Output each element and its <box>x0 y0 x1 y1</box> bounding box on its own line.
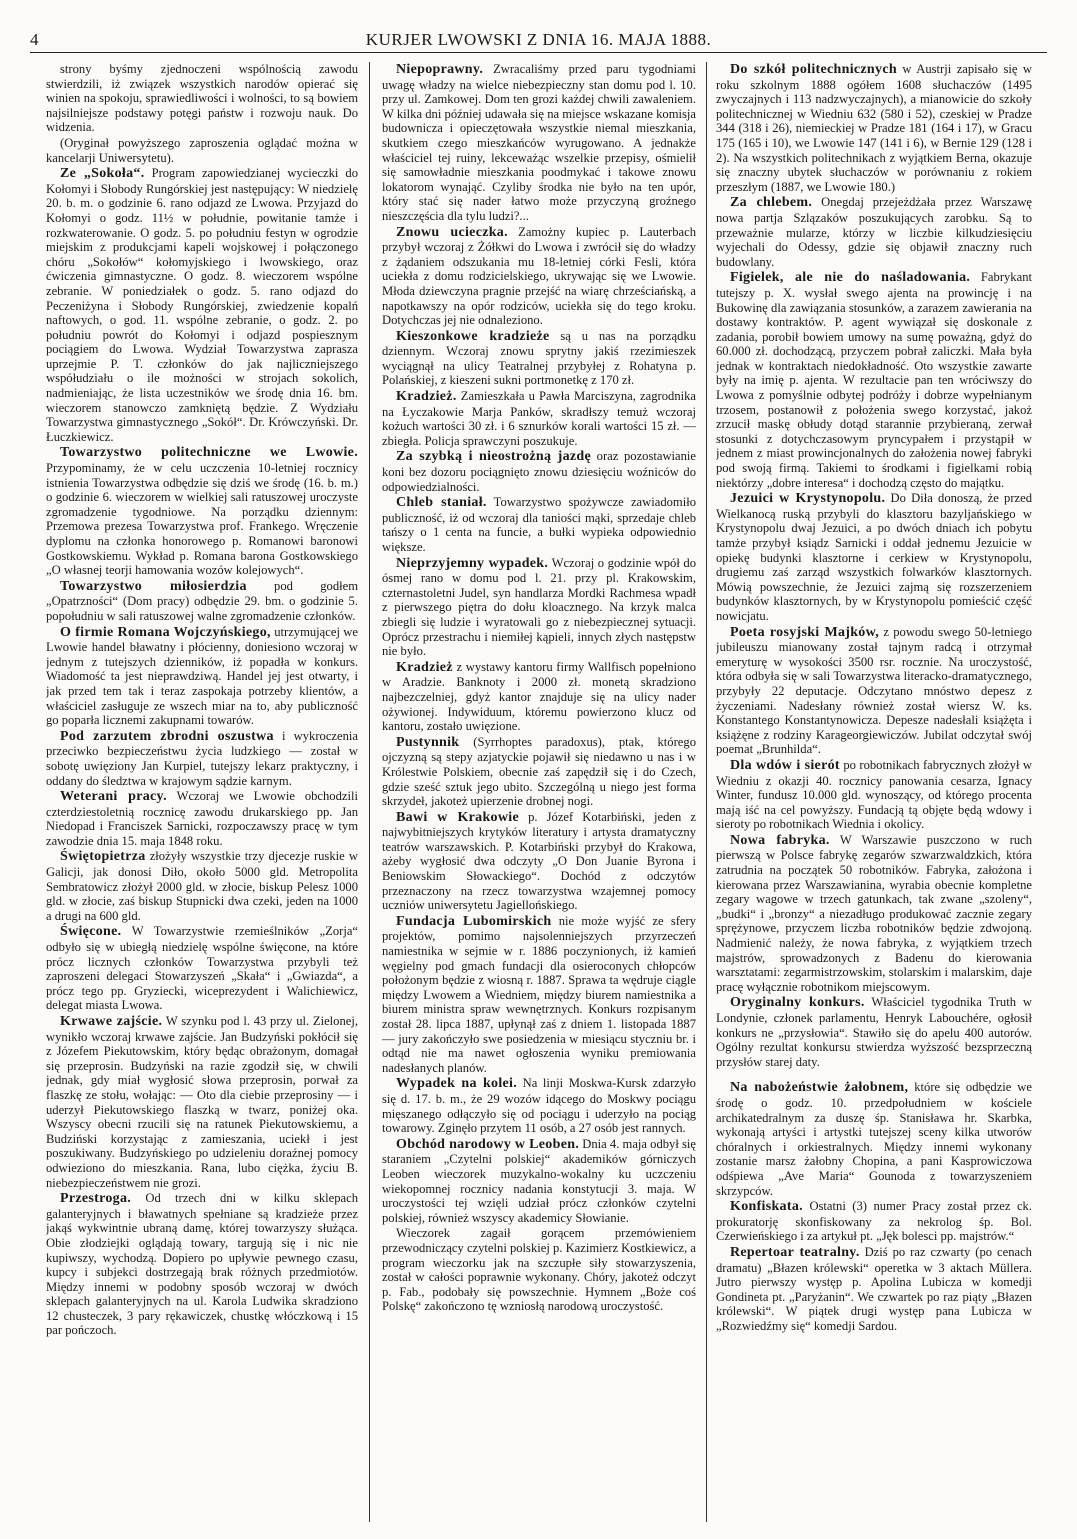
article-headline: Towarzystwo politechniczne we Lwowie. <box>60 445 358 461</box>
article-headline: Nowa fabryka. <box>730 832 830 848</box>
article-body: są u nas na porządku dziennym. Wczoraj znowu sprytny jakiś rzezimieszek wyciągnął na ulicy Teatralnej przybyłej z Rohatyna p. Polańskiej, z kieszeni sukni portmonetkę z 170 zł. <box>382 328 696 388</box>
article-body: Wczoraj we Lwowie obchodzili czterdziestoletnią rocznicę zawodu drukarskiego pp. Jan Niedopad i Franciszek Sarnicki, rozpoczawszy pracę w tym zawodzie dnia 15. maja 1848 roku. <box>46 789 358 848</box>
article-body: z wystawy kantoru firmy Wallfisch popełniono w Aradzie. Banknoty i 2000 zł. monetą skradziono najbezczelniej, gdyż kantor znajduje się na ulicy nader ożywionej. Indywiduum, któremu powierzono klucz od kantoru, zostało uwięzione. <box>382 659 696 734</box>
article-headline: Do szkół politechnicznych <box>730 62 897 77</box>
article <box>716 491 1032 623</box>
article-body: Od trzech dni w kilku sklepach galanteryjnych i bławatnych spełniane są kradzieże przez jakąś wykwintnie ubraną damę, której towarzyszy służąca. Obie złodziejki oglądają towary, targują się i nic nie kupiwszy, wychodzą. Dopiero po upływie pewnego czasu, kupcy i subjekci dostrzegają brak różnych przedmiotów. Między innemi w podobny sposób wczoraj w dwóch sklepach galanteryjnych na ul. Karola Ludwika skradziono 12 chusteczek, 3 pary rękawiczek, chustkę włóczkową i 15 par pończoch. <box>46 1191 358 1338</box>
article-body: utrzymującej we Lwowie handel bławatny i płócienny, doniesiono wczoraj w jednym z tutejszych dzienników, iż popadła w konkurs. Wiadomość ta jest nieprawdziwą. Handel jej jest otwarty, i jak przed tem tak i teraz zaspokaja potrzeby klientów, a właściciel zasługuje ze wszech miar na to, aby publiczność go poparła licznemi zakupnami towarów. <box>46 624 358 728</box>
article-body: Wieczorek zagaił gorącem przemówieniem przewodniczący czytelni polskiej p. Kazimierz Kostkiewicz, a program wieczorku jak na szczupłe siły stowarzyszenia, został w całości poprawnie wykonany. Chóry, jakoteż odczyt p. Fab., podobały się powszechnie. Hymnem „Boże coś Polskę“ zakończono tę wzniosłą narodową uroczystość. <box>382 1226 696 1314</box>
article <box>382 62 696 224</box>
article-headline: Za szybką i nieostrożną jazdę <box>396 449 591 465</box>
article <box>382 660 696 734</box>
article-body: nie może wyjść ze sfery projektów, pomimo najsolenniejszych przyrzeczeń namiestnika w sejmie w r. 1886 poczynionych, iż kamień węgielny pod gmach fundacji dla osieroconych chłopców położonym będzie z wiosną r. 1887. Sprawa ta wędruje ciągle między Lwowem a Wiedniem, między biurem namiestnika a biurem ministra spraw wewnętrznych. Konkurs rozpisanym został 28. lipca 1887, upłynął zaś z dniem 1. listopada 1887 — jury zakończyło swe posiedzenia w miesiącu styczniu br. i odtąd nie ma nawet ogłoszenia wyniku premiowania nadesłanych planów. <box>382 913 696 1075</box>
article-headline: Weterani pracy. <box>60 789 167 805</box>
article <box>46 625 358 728</box>
article-body: Na linji Moskwa-Kursk zdarzyło się d. 17. b. m., że 29 wozów idącego do Moskwy pociągu mięszanego odłączyło się od pociągu i uderzyło na pociąg towarowy. Zginęło przytem 11 osób, a 27 osób jest rannych. <box>382 1076 696 1136</box>
article-body: złożyły wszystkie trzy djecezje ruskie w Galicji, jak donosi Diło, około 5000 gld. Metropolita Sembratowicz złożył 2000 gld. w złocie, biskup Pelesz 1000 gld. w złocie, zaś biskup Stupnicki dwa czeki, jeden na 1000 a drugi na 600 gld. <box>46 849 358 923</box>
article-body: Ostatni (3) numer Pracy został przez ck. prokuratorję skonfiskowany za nekrolog śp. Bol. Czerwieńskiego i za artykuł pt. „Jęk bolesci pp. majstrów.“ <box>716 1199 1032 1244</box>
article-body: w Austrji zapisało się w roku szkolnym 1888 ogółem 1608 słuchaczów (1495 zwyczajnych i 113 nadzwyczajnych), a mianowicie do szkoły politechnicznej w Wiedniu 632 (580 i 52), czeskiej w Pradze 344 (318 i 26), niemieckiej w Pradze 181 (164 i 17), w Gracu 175 (165 i 10), we Lwowie 147 (141 i 6), w Bernie 129 (128 i 2). Na wszystkich politechnikach z wyjątkiem Berna, okazuje się znaczny ubytek słuchaczów w porównaniu z rokiem przeszłym (1887, we Lwowie 180.) <box>716 62 1032 194</box>
article <box>382 225 696 328</box>
article <box>46 849 358 923</box>
article <box>716 195 1032 269</box>
column-divider <box>369 62 370 1522</box>
article-headline: Za chlebem. <box>730 195 813 211</box>
article-body: po robotnikach fabrycznych złożył w Wiedniu z okazji 40. rocznicy panowania cesarza, Ignacy Winter, fundusz 10.000 gld. wynoszący, od którego procenta mają iść na cel powyższy. Fundacją tą objęte będą wdowy i sieroty po robotnikach Wiednia i okolicy. <box>716 757 1032 832</box>
article-headline: Poeta rosyjski Majków, <box>730 624 880 640</box>
article <box>716 270 1032 490</box>
article <box>46 579 358 624</box>
article-headline: Pod zarzutem zbrodni oszustwa <box>60 728 274 744</box>
article-headline: Ze „Sokoła“. <box>60 166 145 182</box>
article <box>382 329 696 388</box>
article <box>46 166 358 444</box>
article <box>46 445 358 577</box>
article-headline: Figielek, ale nie do naśladowania. <box>730 270 971 286</box>
article <box>716 1199 1032 1244</box>
article-headline: Na nabożeństwie żałobnem, <box>730 1080 909 1096</box>
section-gap <box>716 1070 1032 1080</box>
column-divider <box>706 62 707 1522</box>
article-body: (Oryginał powyższego zaproszenia oglądać można w kancelarji Uniwersytetu). <box>46 135 358 165</box>
article-body: Zwracaliśmy przed paru tygodniami uwagę władzy na wielce niebezpieczny stan domu pod l. 10. przy ul. Zamkowej. Dom ten grozi każdej chwili zawaleniem. W kilka dni później udawała się na miejsce wskazane komisja budownicza i opieczętowała wszystkie niemal mieszkania, skutkiem czego mieszkańców wyrugowano. A jednakże właściciel tej ruiny, lekceważąc wszelkie przepisy, ośmielił się samowładnie mieszkania poodmykać i takowe znowu lokatorom wynająć. Czyliby środka nie było na ten upór, który stać się nader łatwo może przyczyną groźnego nieszczęścia dla tylu ludzi?... <box>382 62 696 223</box>
column-1 <box>46 62 358 1522</box>
article <box>46 1191 358 1338</box>
article <box>46 789 358 848</box>
article-headline: Kradzież. <box>396 389 457 405</box>
article <box>716 1245 1032 1334</box>
article-body: W Towarzystwie rzemieślników „Zorja“ odbyło się w ubiegłą niedzielę wspólne święcone, na które prócz licznych członków Towarzystwa przybyli też zaproszeni delegaci Stowarzyszeń „Skała“ i „Gwiazda“, a prócz tego pp. Gryziecki, wiceprezydent i Walichiewicz, delegat miasta Lwowa. <box>46 924 358 1013</box>
article-body: Zamożny kupiec p. Lauterbach przybył wczoraj z Żółkwi do Lwowa i zwrócił się do władzy z żądaniem odszukania mu 18-letniej córki Fesli, która uciekła z domu rodzicielskiego, ukrywając się we Lwowie. Młoda dziewczyna pragnie przejść na wiarę chrześciańską, a napotkawszy na opór rodziców, uciekła się do tego kroku. Dotychczas jej nie odnaleziono. <box>382 224 696 328</box>
article <box>46 1014 358 1190</box>
article-body: z powodu swego 50-letniego jubileuszu mianowany został tajnym radcą i otrzymał emeryturę w wysokości 3500 rsr. rocznie. Na uroczystość, która odbyła się w sali Towarzystwa literacko-dramatycznego, przybyły 22 deputacje. Odczytano mnóstwo depesz z życzeniami. Nadesłany również został wiersz W. ks. Konstantego Konstantynowicza. Depesze nadesłali książęta i książęne z rodziny Karageorgiewiczów. Jubilat odczytał swój poemat „Brunhilda“. <box>716 624 1032 757</box>
column-3 <box>716 62 1032 1522</box>
article <box>382 495 696 554</box>
article-headline: Świętopietrza <box>60 849 146 865</box>
page-header <box>30 28 1047 53</box>
article <box>382 556 696 659</box>
article-headline: Towarzystwo miłosierdzia <box>60 578 247 594</box>
article <box>716 62 1032 194</box>
article-body: Onegdaj przejeżdżała przez Warszawę nowa partja Szlązaków poszukujących zarobku. Są to przeważnie mularze, którzy w liczbie kilkudziesięciu wyjechali do Odessy, gdzie się objawił znaczny ruch budowlany. <box>716 195 1032 269</box>
article-body: Wczoraj o godzinie wpół do ósmej rano w domu pod l. 21. przy pl. Krakowskim, czternastoletni Judel, syn handlarza Mordki Rachmesa wpadł z pierwszego piętra do dołu kloacznego. Na krzyk malca zbiegli się ludzie i wyratowali go z niebezpiecznej sytuacji. Oprócz przestrachu i niemiłej kąpieli, innych złych następstw nie było. <box>382 555 696 659</box>
article-headline: Fundacja Lubomirskich <box>396 913 552 929</box>
article-body: oraz pozostawianie koni bez dozoru pociągnięto znowu dziesięciu woźniców do odpowiedzialności. <box>382 449 696 494</box>
article <box>382 449 696 494</box>
article <box>382 389 696 448</box>
article-body: pod godłem „Opatrzności“ (Dom pracy) odbędzie 29. bm. o godzinie 5. popołudniu w sali ratuszowej walne zgromadzenie członków. <box>46 578 358 623</box>
article <box>716 833 1032 995</box>
article <box>382 1137 696 1226</box>
article-headline: Repertoar teatralny. <box>730 1244 860 1260</box>
article-headline: Dla wdów i sierót <box>730 757 840 773</box>
article-body: które się odbędzie we środę o godz. 10. przedpołudniem w kościele archikatedralnym za duszę śp. Stanisława hr. Skarbka, wykonają artyści i artystki tutejszej sceny kilka utworów chóralnych i orkiestralnych. Między innemi wykonany zostanie marsz żałobny Chopina, a pani Kasprowiczowa odśpiewa „Ave Maria“ Gounoda z towarzyszeniem skrzypców. <box>716 1080 1032 1198</box>
article-headline: Jezuici w Krystynopolu. <box>730 491 886 507</box>
article-body: strony byśmy zjednoczeni wspólnością zawodu stwierdzili, iż związek wszystkich narodów opierać się winien na spokoju, sprawiedliwości i wolności, to są bowiem najsilniejsze podstawy potęgi państw i rozwoju nauk. Do widzenia. <box>46 62 358 135</box>
article-body: Program zapowiedzianej wycieczki do Kołomyi i Słobody Rungórskiej jest następujący: W niedzielę 20. b. m. o godzinie 6. rano odjazd ze Lwowa. Przyjazd do Kołomyi o godz. 11½ w południe, powitanie tamże i rozkwaterowanie. O godz. 5. po południu festyn w ogrodzie miejskim z produkcjami kapeli wojskowej i połączonego chóru „Sokołów“ kołomyjskiego i lwowskiego, oraz ćwiczenia gimnastyczne. O godz. 8. wieczorem wspólne zebranie. W poniedziałek o godz. 5. rano odjazd do Peczeniżyna i Słobody Rungórskiej, zwiedzenie kopalń naftowych, o god. 11. wspólne zebranie, o godz. 2. po południu powrót do Kołomyi i odjazd pospiesznym pociągiem do Lwowa. Wydział Towarzystwa zaprasza uprzejmie P. T. członków do jak najliczniejszego współudziału o ile możności w strojach sokolich, nadmieniając, że lista uczestników we środę dnia 16. bm. wieczorem stanowczo zamkniętą będzie. Z Wydziału Towarzystwa gimnastycznego „Sokół“. Dr. Krówczyński. Dr. Łuczkiewicz. <box>46 166 358 444</box>
article-headline: Nieprzyjemny wypadek. <box>396 555 549 571</box>
masthead-title: KURJER LWOWSKI Z DNIA 16. MAJA 1888. <box>365 30 712 49</box>
article-body: Fabrykant tutejszy p. X. wysłał swego ajenta na prowincję i na Bukowinę dla zawiązania stosunków, a zarazem zawierania na dostawy kontraktów. P. agent wywiązał się doskonale z zadania, porobił bowiem umowy na sumę poważną, gdyż do 60.000 zł. dochodzącą, przyczem pobrał zaliczki. Mała była jednak w kontraktach niedokładność. Oto wszystkie zawarte były na imię p. ajenta. W rezultacie pan ten wróciwszy do Lwowa z pomyślnie odbytej podróży i dobrze wypełnianym trzosem, postanowił z położenia swego korzystać, jakoż zrzucił maskę obłudy dotąd starannie przybieraną, zerwał stosunki z dotychczasowym pryncypałem i przystąpił w jednem z miast prowincjonalnych do założenia nowej fabryki pod swoją firmą. Takiemi to środkami i figielkami robią niektórzy „dobre interesa“ i dochodzą często do majątku. <box>716 270 1032 490</box>
article <box>46 729 358 788</box>
article <box>716 995 1032 1069</box>
article-headline: Pustynnik <box>396 734 460 750</box>
article <box>716 625 1032 757</box>
article <box>382 1076 696 1135</box>
article <box>382 1226 696 1314</box>
article-headline: Znowu ucieczka. <box>396 224 508 240</box>
article <box>46 924 358 1013</box>
article-body: Towarzystwo spożywcze zawiadomiło publiczność, iż od wczoraj dla taniości mąki, sprzedaje chleb tańszy o 1 centa na funcie, a bułki wypieka odpowiednio większe. <box>382 495 696 554</box>
article-headline: Oryginalny konkurs. <box>730 995 865 1011</box>
article <box>382 914 696 1076</box>
article-headline: O firmie Romana Wojczyńskiego, <box>60 624 271 640</box>
column-2 <box>382 62 696 1522</box>
article-headline: Obchód narodowy w Leoben. <box>396 1136 580 1152</box>
article-body: Do Diła donoszą, że przed Wielkanocą ruską przybyli do klasztoru bazyljańskiego w Krystynopolu dwaj Jezuici, a po dwóch dniach ich pobytu tamże przybył ksiądz Sarnicki i oddał jednemu Jezuicie w opiekę budynki klasztorne i cerkiew w Krystynopolu, drugiemu zaś zarząd wszystkich folwarków klasztornych. Mówią powszechnie, że Jezuici zajmą się rozszerzeniem budynków klasztornych, by w Krystynopolu pomieścić część nowicjatu. <box>716 491 1032 623</box>
article-headline: Bawi w Krakowie <box>396 809 519 825</box>
article <box>716 1080 1032 1198</box>
article <box>46 62 358 135</box>
article <box>382 810 696 913</box>
article <box>382 735 696 809</box>
article-body: i wykroczenia przeciwko bezpieczeństwu życia ludzkiego — został w sobotę uwięziony Jan Kurpiel, tutejszy lekarz praktyczny, i oddany do śledztwa w krajowym sądzie karnym. <box>46 728 358 788</box>
article-body: (Syrrhoptes paradoxus), ptak, którego ojczyzną są stepy azjatyckie pojawił się niedawno u nas i w Królestwie Polskiem, obecnie zaś zapędził się i do Czech, gdzie sześć sztuk jego ubito. Szczególną u niego jest forma skrzydeł, jakoteż upierzenie drobnej nogi. <box>382 734 696 809</box>
article-body: Przypominamy, że w celu uczczenia 10-letniej rocznicy istnienia Towarzystwa odbędzie się dziś we środę (16. b. m.) o godzinie 6. wieczorem w wielkiej sali ratuszowej uroczyste zgromadzenie tygodniowe. Na porządku dziennym: Przemowa prezesa Towarzystwa prof. Frankego. Wręczenie dyplomu na członka honorowego p. Romanowi baronowi Gostkowskiemu. Wykład p. Romana barona Gostkowskiego „O własnej teorji hamowania wozów kolejowych“. <box>46 461 358 578</box>
page-number: 4 <box>30 30 39 49</box>
article-body: W szynku pod l. 43 przy ul. Zielonej, wynikło wczoraj krwawe zajście. Jan Budzyński pokłócił się z Józefem Piekutowskim, który będąc obrażonym, domagał się przeprosin. Budzyński na razie zgodził się, w chwili jednak, gdy miał wygłosić słowa przeprosin, porwał za flaszkę ze stołu, wołając: — Oto dla ciebie przeprosiny — i uderzył Piekutowskiego flaszką w twarz, poniżej oka. Wszyscy obecni rzucili się na ratunek Piekutowskiemu, a Budziński korzystając z zamieszania, uciekł i jest poszukiwany. Budzyńskiego po udzieleniu doraźnej pomocy odwieziono do mieszkania. Rana, lubo ciężka, życiu B. niebezpieczeństwem nie grozi. <box>46 1014 358 1190</box>
article-headline: Konfiskata. <box>730 1199 803 1215</box>
article-headline: Kieszonkowe kradzieże <box>396 328 550 344</box>
article-headline: Kradzież <box>396 659 453 675</box>
article-headline: Niepoprawny. <box>396 62 484 77</box>
article-headline: Wypadek na kolei. <box>396 1076 518 1092</box>
article-headline: Przestroga. <box>60 1191 132 1207</box>
article-body: W Warszawie puszczono w ruch pierwszą w Polsce fabrykę zegarów szwarzwaldzkich, która zatrudnia na początek 50 robotników. Fabryka, założona i kierowana przez Warszawianina, wyrabia obecnie kompletne zegary wagowe w trzech gatunkach, tak zwane „szoleny“, „budki“ i „bronzy“ a niezadługo produkować zacznie zegary sprężynowe, przyczem liczba robotników będzie zdwojoną. Nadmienić należy, że nowa fabryka, z wyjątkiem trzech majstrów, sprowadzonych z Badenu do kierowania warsztatami: zegarmistrzowskim, stolarskim i malarskim, daje pracę wyłącznie robotnikom miejscowym. <box>716 832 1032 994</box>
article-headline: Święcone. <box>60 924 122 940</box>
article-body: Dziś po raz czwarty (po cenach dramatu) „Błazen królewski“ operetka w 3 aktach Müllera. Jutro pierwszy występ p. Apolina Lubicza w komedji Gondineta pt. „Paryżanin“. We czwartek po raz piąty „Błazen królewski“. W piątek drugi występ pana Lubicza w „Rozwiedźmy się“ komedji Sardou. <box>716 1244 1032 1333</box>
article <box>716 758 1032 832</box>
article-headline: Chleb staniał. <box>396 495 487 511</box>
article-headline: Krwawe zajście. <box>60 1014 163 1029</box>
article-body: Właściciel tygodnika Truth w Londynie, członek parlamentu, Henryk Labouchére, ogłosił konkurs ne „przysłowia“. Stawiło się do apelu 400 autorów. Ogólny rezultat konkursu stwierdza wyższość bezsprzeczną przysłów starej daty. <box>716 995 1032 1069</box>
article-body: Zamieszkała u Pawła Marciszyna, zagrodnika na Łyczakowie Marja Panków, skradłszy temuż wczoraj kożuch wartości 30 zł. i 6 sznurków korali wartości 15 zł. — zbiegła. Policja sprawczyni poszukuje. <box>382 389 696 448</box>
article-body: p. Józef Kotarbiński, jeden z najwybitniejszych krytyków literatury i artysta dramatyczny teatrów warszawskich. P. Kotarbiński przybył do Krakowa, ażeby wygłosić dwa odczyty „O Don Juanie Byrona i Beniowskim Słowackiego“. Dochód z odczytów przeznaczony na rzecz towarzystwa wzajemnej pomocy uczniów uniwersytetu Jagiellońskiego. <box>382 809 696 913</box>
article <box>46 136 358 165</box>
article-body: Dnia 4. maja odbył się staraniem „Czytelni polskiej“ akademików górniczych Leoben wieczorek muzykalno-wokalny ku uczczeniu wiekopomnej rocznicy nadania konstytucji 3. maja. W uroczystości tej wzięli udział prócz członków czytelni polskiej, również wszyscy akademicy Słowianie. <box>382 1136 696 1225</box>
